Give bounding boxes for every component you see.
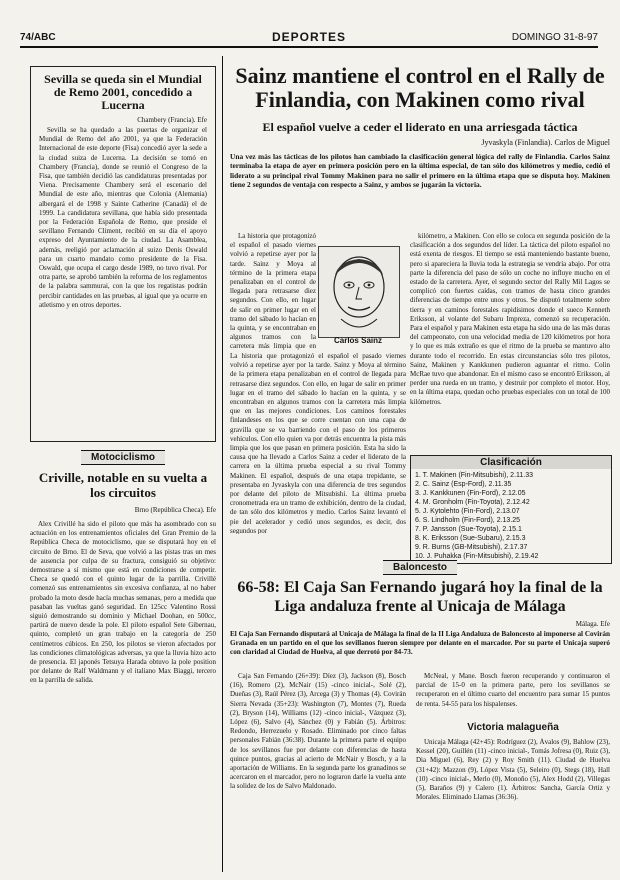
- classification-row: 8. K. Eriksson (Sue-Subaru), 2.15.3: [415, 535, 526, 542]
- carlos-sainz-caricature: [318, 246, 400, 338]
- basket-column-2b: Unicaja Málaga (42+45): Rodríguez (2), Ávalos (9), Bahlow (23), Kessel (20), Guillén (11) -cinco inicial-, Tomás Jofresa (0), Ruiz (3), Dia Miguel (6), Rey (2) y Roy Smith (11). Ciudad de Huelva (31+42): Mazzon (9), López Vista (5), Seleiro (0), Stegs (18), Hall (10) -cinco inicial-, Merlo (0), Monoño (5), Alex Hodd (2), Villegas (5), Baraños (9) y Calero (1). Árbitros: Sancha, García Ortiz y Morales. Eliminado Llamas (36:36).: [416, 738, 610, 802]
- classification-table: [410, 455, 612, 564]
- basket-section-label: Baloncesto: [230, 562, 610, 573]
- classification-row: 5. J. Kytolehto (Fin-Ford), 2.13.07: [415, 508, 520, 515]
- issue-date: DOMINGO 31-8-97: [511, 32, 598, 43]
- photo-caption: Carlos Sainz: [333, 336, 382, 345]
- section-title: DEPORTES: [271, 30, 346, 44]
- rally-lead: Una vez más las tácticas de los pilotos han cambiado la clasificación general lógica del rally de Finlandia. Carlos Sainz terminaba la etapa de ayer en primera posición pero en la última especial, de tan sólo dos kilómetros y medio, cedió el liderato a su principal rival Tommy Makinen para no salir el primero en la última etapa que se disputa hoy. Makinen tiene 2 segundos de ventaja con respecto a Sainz, y ambos se jugarán la victoria.: [230, 152, 610, 190]
- rowing-body: Sevilla se ha quedado a las puertas de organizar el Mundial de Remo del año 2001, ya que la Federación Internacional de este deporte (Fisa) concedió ayer la sede a la ciudad suiza de Lucerna. La decisión se tomó en Chambery (Francia), donde se reunió el Congreso de la Fisa, que también decidió las candidaturas presentadas por Viena. Precisamente Chambery será el escenario del Mundial de este año, mientras que Colonia (Alemania) albergará el de 1998 y Sainte Catherine (Canadá) el de 1999. La candidatura sevillana, que había sido presentada por la Federación Española de Remo, que preside el sevillano Fernando Climent, recibió en su día el apoyo expreso del Ayuntamiento de la ciudad. La Asamblea, además, reeligió por aclamación al suizo Denis Oswald para un cuarto mandato como presidente de la Fisa. Oswald, que ocupa el cargo desde 1989, no tuvo rival. Por otra parte, se aprobó también la reforma de los reglamentos de la palabra sammurai, con la que los regatistas podrán percibir cantidades en las pruebas, al igual que ya ocurre en atletismo y en otros deportes.: [39, 126, 207, 309]
- classification-title: Clasificación: [411, 456, 611, 469]
- rowing-article-box: [30, 66, 216, 442]
- basket-lead: El Caja San Fernando disputará al Unicaja de Málaga la final de la II Liga Andaluza de Baloncesto al imponerse al Covirán Granada en un partido en el que los sevillanos fueron siempre por delante en el marcador. Por su parte el Unicaja superó con claridad al Ciudad de Huelva, al que derrotó por 84-73.: [230, 630, 610, 657]
- classification-row: 3. J. Kankkunen (Fin-Ford), 2.12.05: [415, 490, 526, 497]
- classification-row: 1. T. Makinen (Fin-Mitsubishi), 2.11.33: [415, 472, 534, 479]
- caricature-drawing-icon: [319, 247, 399, 337]
- rally-dateline: Jyvaskyla (Finlandia). Carlos de Miguel: [481, 138, 610, 147]
- basket-column-1: Caja San Fernando (26+39): Díez (3), Jackson (8), Bosch (16), Romero (2), McNair (15) -cinco inicial-, Solé (2), Dueñas (3), Raúl Pérez (3), Arcega (3) y Thomas (4). Covirán Sierra Nevada (35+23): Washington (7), Montes (7), Rueda (2), Bryson (14), Williams (12) -cinco inicial-, Vázquez (3), López (6), Salvo (4), Sánchez (0) y Fabián (5). Árbitros: Redondo, Herrezuelo y Rosado. Eliminado por cinco faltas personales Fabián (36:38). Durante la primera parte el equipo de los sevillanos fue por delante con diferencias de hasta quince puntos, gracias al acierto de McNair y Bosch, y a la aportación de Williams. En la segunda parte los granadinos se acercaron en el marcador, pero no lograron darle la vuelta ante la solidez de los de Salvo Maldonado.: [230, 672, 406, 791]
- rowing-headline: Sevilla se queda sin el Mundial de Remo 2001, concedido a Lucerna: [44, 72, 202, 112]
- classification-row: 7. P. Jansson (Sue-Toyota), 2.15.1: [415, 526, 522, 533]
- rally-column-2: kilómetro, a Makinen. Con ello se coloca en segunda posición de la clasificación a dos segundos del líder. La táctica del piloto español no está exenta de riesgos. El tiempo se está manteniendo bastante bueno, pero si apareciera la lluvia toda la estrategia se vendría abajo. Por otra parte la diferencia del paso de sólo un coche no influye mucho en el estado de la carretera. Ayer, el segundo sector del Rally Mil Lagos se complicó con fuertes caídas, con tramos de hasta cinco grandes diferencias de tiempo entre unos y otros. Se disputó totalmente sobre tierra y en caminos forestales rapidísimos donde el sueco Kenneth Eriksson, al volante del Subaru Impreza, comenzó su recuperación. Para el español y para Makinen esta etapa ha sido una de las más duras del campeonato, con una velocidad media de 120 kilómetros por hora y lo que es más extraño es que el ritmo de la prueba se mantuvo alto durante todo el recorrido. En estas circunstancias sólo tres pilotos, Sainz, Makinen y Kankkunen pudieron aguantar el ritmo. Colin McRae tuvo que abandonar. En el mismo caso se encontró Eriksson, al perder una rueda en un tramo, y destruir por completo el motor. Hoy, en la última etapa, quedan ocho pruebas especiales con un total de 100 kilómetros.: [410, 232, 610, 406]
- rally-column-1a: La historia que protagonizó el español el pasado viernes volvió a repetirse ayer por la tarde. Sainz y Moya al término de la primera etapa penalizaban en el control de llegada para retrasarse diez segundos. Con ello, en lugar de salir en primer lugar en el tramo del sábado lo hacían en la quinta, y se encontraban en algunos tramos con la carretera más limpia que en: [230, 232, 316, 351]
- rowing-dateline: Chambery (Francia). Efe: [137, 116, 207, 124]
- page-header: [20, 30, 598, 48]
- moto-section-label: Motociclismo: [30, 452, 216, 463]
- classification-row: 4. M. Gronholm (Fin-Toyota), 2.12.42: [415, 499, 530, 506]
- moto-body: Alex Crivillé ha sido el piloto que más ha asombrado con su actuación en los entrenamientos oficiales del Gran Premio de la República Checa de motociclismo, que se disputará hoy en el circuito de Brno. El de Seva, que volvió a las pistas tras un mes de ausencia por culpa de su fractura, consiguió su objetivo: demostrarse a sí mismo que está en condiciones de competir. Checa se quedó con el quinto lugar de la parrilla. Crivillé comenzó sus entrenamientos sin excesiva confianza, al no haber probado la moto desde hacía muchas semanas, pero a medida que pasaban las vueltas ganó seguridad. En 125cc Valentino Rossi siguió demostrando su dominio y Michael Doohan, en 500cc, partirá de nuevo desde la pole. El piloto español Sete Gibernau, quinto, completó un gran trabajo en la categoría de 250 centímetros cúbicos. En 250, los pilotos se vieron afectados por las condiciones climatológicas adversas, ya que la lluvia hizo acto de presencia. El japonés Tetsuya Harada obtuvo la pole position por delante de Ralf Waldmann y el italiano Max Biaggi, tercero en la parrilla de salida.: [30, 520, 216, 685]
- victory-subhead: Victoria malagueña: [467, 722, 559, 733]
- rally-subtitle: El español vuelve a ceder el liderato en una arriesgada táctica: [262, 120, 578, 134]
- moto-dateline: Brno (República Checa). Efe: [134, 506, 216, 514]
- classification-row: 9. R. Burns (GB-Mitsubishi), 2.17.37: [415, 544, 528, 551]
- classification-row: 6. S. Lindholm (Fin-Ford), 2.13.25: [415, 517, 521, 524]
- column-divider: [222, 56, 223, 872]
- classification-row: 10. J. Puhakka (Fin-Mitsubishi), 2.19.42: [415, 553, 539, 560]
- classification-list: [415, 471, 607, 561]
- basket-dateline: Málaga. Efe: [575, 620, 610, 628]
- rally-headline: Sainz mantiene el control en el Rally de Finlandia, con Makinen como rival: [235, 63, 605, 112]
- page-number: 74/ABC: [20, 32, 56, 43]
- rally-column-1b: La historia que protagonizó el español el pasado viernes volvió a repetirse ayer por la tarde. Sainz y Moya al término de la primera etapa penalizaban en el control de llegada para retrasarse diez segundos. Con ello, en lugar de salir en primer lugar en el tramo del sábado lo hacían en la quinta, y se encontraban en algunos tramos con la carretera más limpia que en las mejores condiciones. Los caminos forestales finlandeses en los que se corre cuentan con una capa de gravilla que se va barriendo con el paso de los primeros vehículos. Con ello quien va por detrás encuentra la pista más limpia que los que pasan en primera posición. Esta ha sido la causa que ha llevado a Carlos Sainz a ceder el liderato de la carrera en la última prueba especial a su rival Tommy Makinen. El español, después de una etapa trepidante, se presentaba en Jyvaskyla con una diferencia de tres segundos por delante del piloto de Mitsubishi. La última prueba cronometrada era un tramo de exhibición, dentro de la ciudad, de tan sólo dos kilómetros y medio. Carlos Sainz levantó el pie del acelerador y cedió unos segundos, es decir, dos segundos por: [230, 352, 406, 534]
- moto-headline: Criville, notable en su vuelta a los circuitos: [38, 470, 208, 500]
- basket-column-2: McNeal, y Mane. Bosch fueron recuperando y continuaron el parcial de 15-0 en la primera parte, pero los sevillanos se recuperaron en el último cuarto del encuentro para sumar 15 puntos de renta. 54-55 para los hispalenses.: [416, 672, 610, 708]
- basket-headline: 66-58: El Caja San Fernando jugará hoy la final de la Liga andaluza frente al Unicaja de Málaga: [237, 579, 603, 615]
- classification-row: 2. C. Sainz (Esp-Ford), 2.11.35: [415, 481, 512, 488]
